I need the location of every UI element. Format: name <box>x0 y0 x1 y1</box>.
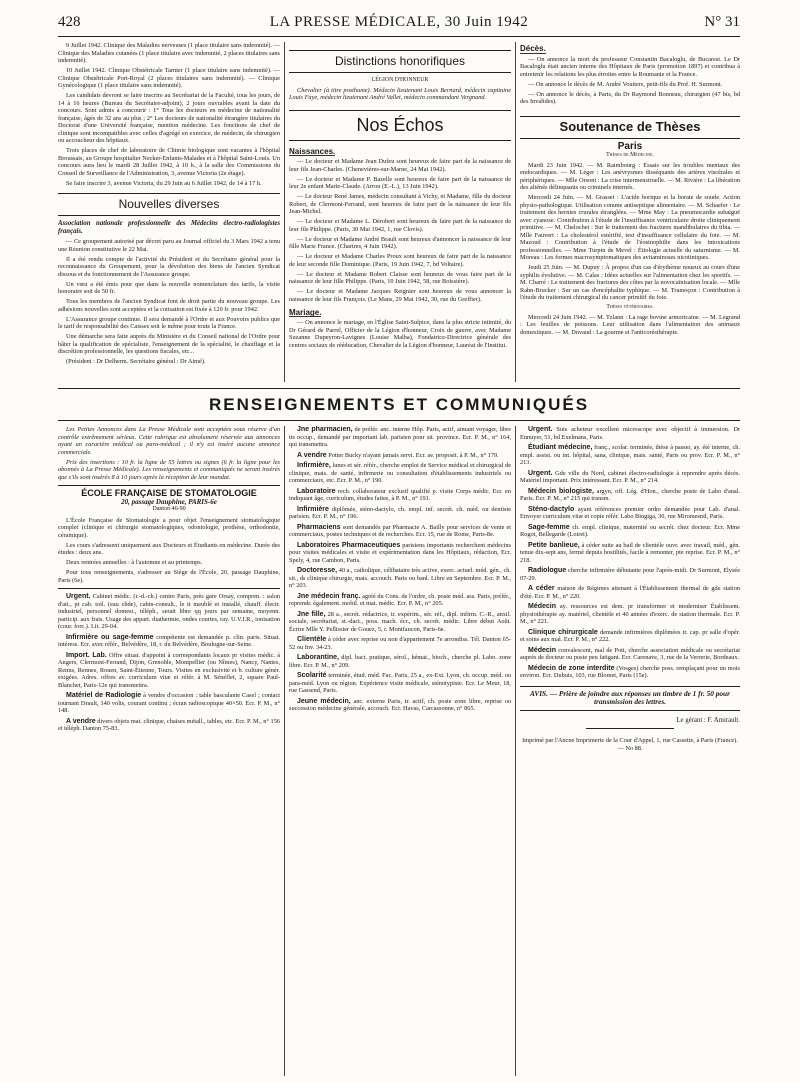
ad-text: Gde ville du Nord, cabinet électro-radiologie à reprendre après décès. Matériel important. Prix intéressant. Ecr. P. M., n° 214. <box>520 469 740 484</box>
school-phone: Danton 46-90 <box>152 506 186 512</box>
ad-lead: Sténo-dactylo <box>528 505 575 513</box>
classified-ad <box>58 652 280 690</box>
nos-echos-title: Nos Échos <box>356 114 444 135</box>
section-rule <box>58 420 740 421</box>
ad-text: convalescent, mal de Pott, cherche association médicale ou secrétariat auprès de docteur ou poste peu fatigant. Ecr. Carenave, 3, rue de la Verrerie, Bordeaux. <box>520 646 740 661</box>
ad-lead: Clinique chirurgicale <box>528 628 598 636</box>
nouvelles-title: Nouvelles diverses <box>118 197 220 211</box>
ad-lead: Jne médecin franç. <box>297 592 361 600</box>
naissances-list <box>289 158 511 303</box>
page-number: 428 <box>58 14 81 30</box>
classified-ad <box>289 567 511 590</box>
nouvelles-paragraph: Une démarche sera faite auprès du Ministère et du Conseil national de l'Ordre pour hâter la qualification de spécialiste, l'enseignement de la spécialité, le chauffage et la discrétion professionnelle, les questions fiscales, etc... <box>58 333 280 356</box>
announcement-paragraph: Se faire inscrire 3, avenue Victoria, du 29 Juin au 6 Juillet 1942, de 14 à 17 h. <box>66 179 262 187</box>
nouvelles-paragraph: — Ce groupement autorisé par décret paru au Journal officiel du 3 Mars 1942 a tenu une Réunion constitutive le 22 Mai. <box>58 238 280 253</box>
ad-lead: Urgent. <box>528 469 553 477</box>
issue-number: N° 31 <box>704 14 740 30</box>
theses-header <box>520 116 740 139</box>
classified-ad <box>289 636 511 651</box>
column-2-top <box>289 42 511 382</box>
ad-lead: Sage-femme <box>528 523 570 531</box>
ad-text: dipl. bact. pratique, sérol., hémat., bioch., cherche pl. Labo. zone libre. Ecr. P. M., n° 209. <box>289 654 511 669</box>
birth-announcement: — Le docteur et Madame André Brault sont heureux d'annoncer la naissance de leur fille Marie France. (Chartres, 4 Juin 1942). <box>289 235 511 250</box>
column-1-bottom <box>58 426 280 1076</box>
classified-ad <box>289 698 511 713</box>
classified-ad <box>289 506 511 521</box>
ad-lead: Pharmaciens <box>297 523 341 531</box>
ad-text: Offre situat. d'appoint à correspondants locaux pr visites médic. à Angers, Clermont-Ferrand, Dijon, Grenoble, Montpellier (ou Nîmes), Nancy, Nantes, Reims, Rennes, Rouen, Saint-Étienne, Tours. Visites en exclusivité et b. culture génér. exigées. Adres. offres av. curriculum vitæ et référ. à M. Sénéflet, 2, square Paul-Blanchet, Paris-12e qui transmettra. <box>58 651 280 689</box>
ad-lead: Infirmière ou sage-femme <box>66 633 154 641</box>
annonces-intro <box>58 426 280 481</box>
ad-text: franç., scolar. terminée, thèse à passer, ay. été interne, ch. empl. assist. ou int. hôpital, sana, clinique, mais. santé, Paris ou prov. Ecr. P. M., n° 213. <box>520 444 740 466</box>
deces-label: Décès. <box>520 44 546 53</box>
ad-lead: Matériel de Radiologie <box>66 692 142 699</box>
column-divider <box>284 42 285 382</box>
ad-text: à céder suite au bail de clientèle ouvr. avec travail, méd., gén. tenue dix-sept ans, fermé depuis hostilités, facile à remonter, pte reprise. Ecr. P. M., n° 218. <box>520 541 740 564</box>
classified-ad <box>520 665 740 680</box>
nouvelles-paragraphs <box>58 238 280 366</box>
birth-announcement: — Le docteur et Madame L. Dérobert sont heureux de faire part de la naissance de leur fils Philippe. (Paris, 30 Mai 1942, 1, rue Clovis). <box>289 218 511 233</box>
deces-list <box>520 56 740 106</box>
ad-lead: Médecin <box>528 603 557 610</box>
death-announcement: — On annonce le décès de M. André Voutters, petit-fils du Prof. H. Surmont. <box>528 80 723 88</box>
classified-ad <box>520 567 740 582</box>
school-paragraph: Pour tous renseignements, s'adresser au Siège de l'École, 20, passage Dauphine, Paris (6e). <box>58 569 280 584</box>
birth-announcement: — Le docteur et Madame Robert Claisse sont heureux de vous faire part de la naissance de leur fille Philippe. (Paris, 10 Juin 1942, 58, rue Boissière). <box>289 270 511 285</box>
nouvelles-header <box>58 193 280 216</box>
classified-ad <box>520 629 740 644</box>
classified-ad <box>520 647 740 662</box>
classified-ad <box>520 603 740 626</box>
ad-text: demande infirmières diplômées tr. cap. pr salle d'opér. et soins aux mal. Ecr. P. M., n° 222. <box>520 628 740 643</box>
classified-ad <box>58 718 280 733</box>
birth-announcement: — Le docteur et Madame Jean Dufeu sont heureux de faire part de la naissance de leur fils Jean-Charles. (Chenevières-sur-Marne, 24 Mai 1942). <box>289 158 511 173</box>
school-address: 20, passage Dauphine, PARIS-6e <box>121 497 217 506</box>
ad-lead: Infirmière, <box>297 462 331 469</box>
death-announcement: — On annonce le décès, à Paris, du Dr Raymond Bonneau, chirurgien (47 bis, bd des Invalides). <box>520 90 740 105</box>
annonces-intro-paragraph: Prix des insertions : 10 fr. la ligne de 55 lettres ou signes (6 fr. la ligne pour les abonnés à La Presse Médicale). Les renseignements et communiqués ne seront insérés que s'ils sont insérés 8 à 10 jours après la réception de leur mandat. <box>58 458 280 481</box>
theses-vet-label: Thèses vétérinaires. <box>606 304 654 310</box>
classified-ad <box>289 542 511 565</box>
ad-lead: Radiologue <box>528 567 567 574</box>
school-title: ÉCOLE FRANÇAISE DE STOMATOLOGIE <box>81 488 257 498</box>
thesis-day: Jeudi 25 Juin. — M. Dupuy : À propos d'un cas d'érythème noueux au cours d'une syphilis évolutive. — M. Calas : Idées actuelles sur l'alimentation chez les sportifs. — M. Charré : Le traitement des fractures des côtes par la novocaïnisation locale. — Mlle Rahn-Brucker : Sur un cas d'encéphalite typhique. — M. Tramoçon : Contribution à l'étude du traitement chirurgical du cancer primitif du foie. <box>520 264 740 301</box>
ad-text: divers objets mat. clinique, chaises métall., tables, etc. Ecr. P. M., n° 156 et téléph. Danton 75-83. <box>58 717 280 732</box>
announcement-paragraph: 9 Juillet 1942. Clinique des Maladies nerveuses (1 place titulaire sans indemnité). — Clinique des Maladies cutanées (1 place titulaire avec indemnité, 2 places titulaires sans indemnité). <box>58 42 280 64</box>
classified-ad <box>520 542 740 565</box>
thesis-day: Mardi 23 Juin 1942. — M. Raimbourg : Essais sur les troubles mentaux des endocardiques. — M. Léger : Les anévrysmes disséquants des artères viscérales et périphériques. — Mlle Orsoni : La crise intermenstruelle. — M. Rivière : La libération des aliénés délinquants ou criminels internés. <box>520 161 740 191</box>
ad-text: Suis acheteur excellent microscope avec objectif à immersion. Dr Ennuyer, 51, bd Exelmans, Paris. <box>520 426 740 441</box>
ad-text: Potter Bucky n'ayant jamais servi. Ecr. av. proposit. à P. M., n° 179. <box>326 451 499 459</box>
ad-text: parisiens importants recherchent médecins pour visites médicales et visite et expérimentation dans les Hôpitaux, rédaction, Ecr. Spely, 4, rue Cambon, Paris. <box>289 541 511 564</box>
theses-medecine-list <box>520 162 740 302</box>
renseignements-title: RENSEIGNEMENTS ET COMMUNIQUÉS <box>208 395 590 414</box>
announcement-paragraph: Trois places de chef de laboratoire de Chimie biologique sont vacantes à l'hôpital Broussais, au Groupe hospitalier Necker-Enfants-Malades et à l'hôpital Saint-Louis. Un concours aura lieu le mardi 28 Juillet 1942, à 10 h., à la salle des Commissions du Conseil de Surveillance de l'Administration, 3, avenue Victoria (2e étage). <box>58 147 280 177</box>
legion-text: Chevalier (à titre posthume). Médecin lieutenant Louis Bernard, médecin capitaine Louis Faye, médecin lieutenant André Vallet, médecin commandant Vergnand. <box>289 86 511 101</box>
ad-text: diplômée, sténo-dactylo, ch. empl. inf. secrét. ch. méd. ou dentiste parisien. Ecr. P. M., n° 196. <box>289 505 511 520</box>
ad-lead: Clientèle <box>297 636 327 643</box>
thesis-day: Mercredi 24 Juin. — M. Grasset : L'acide borique et la borate de soude. Action physio-pathologique. Utilisation comme antiseptique alimentaire. — M. Schaefer : Le traitement des hernies crurales étranglées. — Mme May : La pneumocardie subaiguë avec cyanose. Contribution à l'étude de l'insuffisance ventriculaire droite cliniquement primitive. — M. Chelochet : Sur le traitement des fractures mandibulaires du tibia. — Mlle Fauvert : La cholestérol estérifié, test d'insuffisance cellulaire du foie. — M. Mazoud : Contribution à l'étude de l'éosinophilie dans les intoxications professionnelles. — Mme Turpin de Mevel : Étiologie actuelle du saturnisme. — M. Moreau : Les formes macrosymptomatiques des avitaminoses nicotiniques. <box>520 194 740 261</box>
ad-text: ch. empl. clinique, maternité ou secrét. chez docteur. Ecr. Mme Rogot, Bellegarde (Loiret). <box>520 523 740 538</box>
column-3-bottom <box>520 426 740 1076</box>
classified-ad <box>289 654 511 669</box>
ad-lead: A vendre <box>66 717 96 725</box>
nouvelles-paragraph: Tous les membres de l'ancien Syndicat font de droit partie du nouveau groupe. Les adhésions nouvelles sont acceptées et la cotisation est fixée à 120 fr. pour 1942. <box>58 298 280 313</box>
distinctions-title: Distinctions honorifiques <box>334 54 466 68</box>
classified-ad <box>289 488 511 503</box>
classified-ad <box>520 585 740 600</box>
column-2-bottom <box>289 426 511 1076</box>
nouvelles-paragraph: (Président : Dr Delherm. Secrétaire général : Dr Aimé). <box>66 358 206 366</box>
ad-text: anc. externe Paris, tr. actif, ch. poste zone libre, reprise ou succession médecine générale, accouch. Ecr. Havas, Carcassonne, n° 865. <box>289 697 511 712</box>
classified-ad <box>289 672 511 695</box>
ad-text: argyn, off. Lég. d'Hon., cherche poste de Labo d'anal. Paris. Ecr. P. M., n° 215 qui transm. <box>520 487 740 502</box>
ads-list <box>58 593 280 733</box>
mariage-text: — On annonce le mariage, en l'Église Saint-Sulpice, dans la plus stricte intimité, du Dr Gérard de Parrel, Officier de la Légion d'honneur, Croix de guerre, avec Madame Suzanne Dupeyron-Lavignes (Louise Malba), Fondatrice-Directrice générale des centres sociaux de rééducation, Chevalier de la Légion d'honneur, Lauréat de l'Institut. <box>289 319 511 349</box>
announcement-paragraph: 10 Juillet 1942. Clinique Obstétricale Tarnier (1 place titulaire sans indemnité). — Clinique Obstétricale Port-Royal (2 places titulaires sans indemnité). — Clinique Gynécologique (1 place titulaire sans indemnité). <box>58 67 280 89</box>
ad-lead: A vendre <box>297 451 327 459</box>
birth-announcement: — Le docteur et Madame P. Bazelle sont heureux de faire part de la naissance de leur 2e enfant Marie-Claude. (Arrou (E.-L.), 13 Juin 1942). <box>289 175 511 190</box>
column-divider <box>284 426 285 1076</box>
theses-title: Soutenance de Thèses <box>559 118 701 134</box>
column-divider <box>515 42 516 382</box>
classified-ad <box>520 470 740 485</box>
classified-ad <box>289 452 511 460</box>
nouvelles-paragraph: Un vœu a été émis pour que dans la nouvelle nomenclature des tarifs, la visite honoraire soit de 50 fr. <box>58 280 280 296</box>
ad-lead: Import. Lab. <box>66 651 107 659</box>
ads-list <box>520 426 740 680</box>
header-rule <box>58 36 740 37</box>
ad-text: compétente est demandée p. clin. paris. Situat. intéress. Ecr. avec référ., Belvédère, 18, r. du Belvédère, Boulogne-sur-Seine. <box>58 633 280 648</box>
classified-ad <box>520 426 740 441</box>
ad-lead: A céder <box>528 585 555 592</box>
theses-medecine-label: Thèses de Médecine. <box>606 152 654 158</box>
ad-text: (Vosges) cherche poss. remplaçant pour un mois environ. Ecr. Dubuis, 103, rue Blomet, Paris (15e). <box>520 664 740 679</box>
ad-lead: Jeune médecin, <box>297 697 351 705</box>
ad-text: Cabinet médic. (r.-d.-ch.) centre Paris, près gare Orsay, compren. : salon d'att., pt cab. toil. (eau chde), cabin-consult., le tt meublé et installé, chauff. électr. industriel, personnel domest., téléph., serait libre qq jours par semaine, moyenn. particip. aux frais. Usage des appart. diathermie, ondes courtes, ray. U.V.I.R., ionisation (cour. forc.). Lit. 29-04. <box>58 593 280 630</box>
section-rule <box>58 388 740 389</box>
gerant-line: Le gérant : F. Amirault. <box>676 716 740 724</box>
mariage-label: Mariage. <box>289 307 322 317</box>
ad-text: cherche infirmière débutante pour l'après-midi. Dr Surmont, Elysée 07-29. <box>520 567 740 582</box>
ad-text: de préfér. anc. interne Hôp. Paris, actif, aimant voyager, libre tts occup., demandé par important lab. parisien pour sit. province. Ecr. P. M., n° 164, qui transmettra. <box>289 426 511 448</box>
ad-text: 28 a., secrét. rédactrice, tr. expérim., sér. réf., dipl. infirm. C.-R., anxil. sociale, secrétariat, st.-dact., poss. mach. écr., ch. secrét. médic. Libre début Août. Écrire Mlle Y. Pellissier de Gouez, 5, r. Montfaucon, Paris-6e. <box>289 610 511 633</box>
ad-text: maison de Régimes attenant à l'Établissement thermal de gde station d'été. Ecr. P. M., n° 220. <box>520 585 740 600</box>
ad-lead: Doctoresse, <box>297 567 338 574</box>
theses-vet-text: Mercredi 24 Juin 1942. — M. Tzlann : La rage bovine armoricaine. — M. Legrand : Les feuilles de poissons. Leur utilisation dans l'alimentation des animaux domestiques. — M. Duvaud : La gourme et l'anticorésthérapie. <box>520 313 740 336</box>
ads-list <box>289 426 511 713</box>
classified-ad <box>58 634 280 649</box>
ad-text: terminée, étud. méd. Fac. Paris, 25 a., ex-Ext. Lyon, ch. occup. méd. ou para-méd. Lyon ou région. Expérience visite médicale, sténotypiste. Ecr. Le Meur, 18, rue Gassend, Paris. <box>289 672 511 694</box>
school-paragraph: Les cours s'adressent uniquement aux Docteurs et Étudiants en médecine. Durée des études : deux ans. <box>58 541 280 556</box>
ad-text: 40 a., catholique, célibataire très active, exerc. actuel. méd. gén., ch. sit., ds clinique chirurgie, mais. accouch. Paris ou banl. Libre en Septembre. Ecr. P. M., n° 203. <box>289 567 511 589</box>
ad-lead: Médecin biologiste, <box>528 487 595 495</box>
classified-ad <box>520 444 740 467</box>
ad-lead: Médecin <box>528 646 557 654</box>
faculty-announcements <box>58 42 280 187</box>
announcement-paragraph: Les candidats devront se faire inscrire au Secrétariat de la Faculté, tous les jours, de 14 à 16 heures (Bureau du Secrétaire-adjoint), 2 jours ouvrables avant la date du concours. Sont admis à concourir : 1° Tous les docteurs en médecine de nationalité française, âgés de 32 ans au plus ; 2° Les docteurs de nationalité étrangère titulaires du Doctorat d'une Université française, mention médecine. Les fonctions de chef de clinique sont incompatibles avec celles d'agrégé en exercice, de médecin, de chirurgien ou accoucheur des hôpitaux. <box>58 92 280 144</box>
ad-lead: Petite banlieue, <box>528 541 580 549</box>
naissances-label: Naissances. <box>289 146 336 156</box>
classified-ad <box>289 524 511 539</box>
ad-lead: Urgent. <box>528 426 553 433</box>
page-header <box>58 14 740 34</box>
classified-ad <box>289 593 511 608</box>
birth-announcement: — Le docteur et Madame Charles Proux sont heureux de faire part de la naissance de leur seconde fille Dominique. (Paris, 19 Juin 1942, 7, bd Voltaire). <box>289 253 511 268</box>
birth-announcement: — Le docteur et Madame Jacques Reignier sont heureux de vous annoncer la naissance de leur fils François. (Le Mans, 29 Mai 1942, 30, rue du Greffier). <box>289 288 511 303</box>
birth-announcement: — Le docteur René James, médecin consultant à Vichy, et Madame, fille du docteur Robert, de Clermont-Ferrand, sont heureux de faire part de la naissance de leur fils Jean-Michel. <box>289 193 511 215</box>
ad-lead: Jne fille, <box>297 610 326 618</box>
ad-text: rech. collaborateur exclusif qualifié p. visite Corps médic. Ecr. en indiquant âge, curriculum, études faites, à P. M., n° 191. <box>289 487 511 502</box>
ad-lead: Scolarité <box>297 672 327 679</box>
school-paragraph: Deux rentrées annuelles : à l'automne et au printemps. <box>66 559 203 566</box>
ad-lead: Laboratoires Pharmaceutiques <box>297 541 401 549</box>
nouvelles-paragraph: Il a été rendu compte de l'activité du Président et du Secrétaire général pour la reconnaissance du Groupement, pour la dévolution des biens de l'ancien Syndicat dissous et du fonctionnement de l'Assurance groupe. <box>58 255 280 278</box>
ad-text: ay. ressources est dem. pr transformer et moderniser Établissem. physiothérapie ay. matériel, clientèle et 40 années d'exerc. de station thermale. Ecr. P. M., n° 221. <box>520 603 740 625</box>
nos-echos-header <box>289 110 511 141</box>
classified-ad <box>289 611 511 634</box>
ad-lead: Laboratoire <box>297 487 336 495</box>
classified-ad <box>520 488 740 503</box>
ad-lead: Infirmière <box>297 505 329 513</box>
avis-notice: AVIS. — Prière de joindre aux réponses un timbre de 1 fr. 50 pour transmission des lettres. <box>520 686 740 711</box>
classified-ad <box>520 524 740 539</box>
ad-lead: Médecin de zone interdite <box>528 664 615 672</box>
school-text <box>58 517 280 585</box>
school-paragraph: L'École Française de Stomatologie a pour objet l'enseignement stomatologique complet (clinique et chirurgie stomatologiques, odontologie, prothèse, orthodontie, céramique). <box>58 516 280 539</box>
column-1-top <box>58 42 280 382</box>
imprint-line: Imprimé par l'Ancne Imprimerie de la Cour d'Appel, 1, rue Cassette, à Paris (France). — No 88. <box>522 737 738 752</box>
ad-lead: Laborantine, <box>297 654 340 661</box>
distinctions-header <box>289 50 511 73</box>
ad-text: agréé du Cons. de l'ordre, ch. poste méd. ass. Paris, préfér., reprendr. également. mobil. et mat. médic. Ecr. P. M., n° 205. <box>289 592 511 607</box>
classified-ad <box>289 462 511 485</box>
ad-lead: Étudiant médecine, <box>528 444 593 451</box>
imprint-rule <box>586 728 674 729</box>
ad-text: lunes et sér. référ., cherche emploi de Service médical et chirurgical de clinique, mais. de santé, infirmerie ou consultation d'établissements industriels ou commerciaux, etc. Ecr. P. M., n° 190. <box>289 462 511 484</box>
ad-text: à céder avec reprise ou non d'appartement 7e arrondiss. Tél. Danton 65-52 ou Inv. 34-23. <box>289 636 511 651</box>
paris-label: Paris <box>617 140 643 152</box>
ad-lead: Urgent. <box>66 593 91 600</box>
ad-lead: Jne pharmacien, <box>297 426 353 433</box>
classified-ad <box>58 593 280 631</box>
classified-ad <box>289 426 511 449</box>
nouvelles-paragraph: L'Assurance groupe continue. Il sera demandé à l'Ordre et aux Pouvoirs publics que le tarif de responsabilité des Caisses soit le même pour toute la France. <box>58 315 280 331</box>
column-divider <box>515 426 516 1076</box>
ad-text: ayant références premier ordre demandée pour Lab. d'anal. Envoyer curriculum vitæ et copie référ. Labo Biogiga, 30, rue Miromesnil, Paris. <box>520 505 740 520</box>
legion-label: LÉGION D'HONNEUR <box>371 77 429 83</box>
association-title: Association nationale professionnelle des Médecins électro-radiologistes français. <box>58 220 280 235</box>
ad-text: sont demandés par Pharmacie A. Bailly pour services de vente et commerciaux, postes techniques et de recherches. Ecr. 15, rue de Rome, Paris-8e. <box>289 523 511 538</box>
school-rule <box>58 588 280 589</box>
classified-ad <box>58 692 280 715</box>
column-3-top <box>520 42 740 382</box>
annonces-intro-paragraph: Les Petites Annonces dans La Presse Médicale sont acceptées sous réserve d'un contrôle extrêmement sérieux. Cette rubrique est absolument réservée aux annonces ayant un caractère médical ou para-médical ; il n'y est inséré aucune annonce commerciale. <box>58 426 280 456</box>
journal-title: LA PRESSE MÉDICALE, 30 Juin 1942 <box>269 14 529 30</box>
classified-ad <box>520 506 740 521</box>
ad-text: à vendre d'occasion : table basculante Casel ; contact tournant Drault, 140 volts, courant continu ; écran radioscopique 40×50. Ecr. P. M., n° 148. <box>58 692 280 714</box>
intro-rule <box>58 485 280 486</box>
death-announcement: — On annonce la mort du professeur Constantin Bacaloglu, de Bucarest. Le Dr Bacaloglu était ancien interne des Hôpitaux de Paris (promotion 1897) et contribua à entretenir les relations les plus étroites entre la Roumanie et la France. <box>520 55 740 78</box>
